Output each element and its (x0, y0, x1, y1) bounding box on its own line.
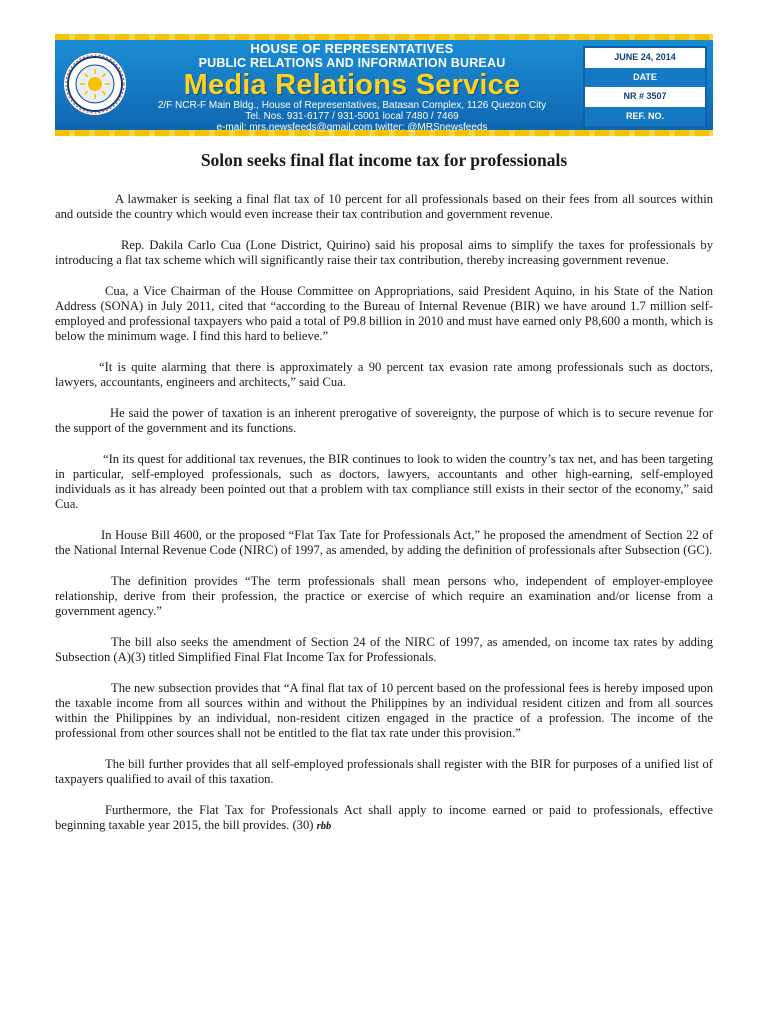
media-relations-banner (55, 34, 713, 136)
article-paragraph-last: Furthermore, the Flat Tax for Professionals Act shall apply to income earned or paid to professionals, effective beginning taxable year 2015, the bill provides. (30) rbb (55, 803, 713, 832)
article-paragraph: The new subsection provides that “A final flat tax of 10 percent based on the professional fees is hereby imposed upon the taxable income from all sources within and without the Philippines by an individual resident citizen and from all sources within the Philippines by an individual, non-resident citizen engaged in the practice of a profession. The income of the professional from other sources shall not be entitled to the flat tax rate under this provision.” (55, 681, 713, 740)
date-value: JUNE 24, 2014 (585, 48, 705, 68)
article-paragraph: The bill further provides that all self-employed professionals shall register with the BIR for purposes of a unified list of taxpayers qualified to avail of this taxation. (55, 757, 713, 786)
article-paragraph: The bill also seeks the amendment of Section 24 of the NIRC of 1997, as amended, on income tax rates by adding Subsection (A)(3) titled Simplified Final Flat Income Tax for Professionals. (55, 635, 713, 664)
article-paragraph: He said the power of taxation is an inherent prerogative of sovereignty, the purpose of which is to secure revenue for the support of the government and its functions. (55, 406, 713, 435)
article-paragraph: In House Bill 4600, or the proposed “Flat Tax Tate for Professionals Act,” he proposed the amendment of Section 22 of the National Internal Revenue Code (NIRC) of 1997, as amended, by adding the definition of professionals after Subsection (GC). (55, 528, 713, 557)
article-body (55, 192, 713, 850)
article-paragraph: A lawmaker is seeking a final flat tax of 10 percent for all professionals based on their fees from all sources within and outside the country which would even increase their tax contribution and government revenue. (55, 192, 713, 221)
article-paragraph: Cua, a Vice Chairman of the House Committee on Appropriations, said President Aquino, in his State of the Nation Address (SONA) in July 2011, cited that “according to the Bureau of Internal Revenue (BIR) we have around 1.7 million self-employed and professional taxpayers who paid a total of P9.8 billion in 2010 and must have earned only P8,600 a month, which is below the minimum wage. I find this hard to believe.” (55, 284, 713, 343)
article-paragraph: “In its quest for additional tax revenues, the BIR continues to look to widen the country’s tax net, and has been targeting in particular, self-employed professionals, such as doctors, lawyers, accountants and other high-earning, self-employed individuals as it has already been pointed out that a problem with tax compliance still exists in their sector of the economy,” said Cua. (55, 452, 713, 511)
date-label: DATE (585, 68, 705, 88)
author-initials: rbb (316, 821, 332, 832)
banner-phones: Tel. Nos. 931-6177 / 931-5001 local 7480 / 7469 (245, 111, 459, 122)
ref-value: NR # 3507 (585, 87, 705, 107)
article-headline: Solon seeks final flat income tax for professionals (200, 150, 568, 170)
article-paragraph: “It is quite alarming that there is approximately a 90 percent tax evasion rate among professionals such as doctors, lawyers, accountants, engineers and architects,” said Cua. (55, 360, 713, 389)
banner-bureau-name: PUBLIC RELATIONS AND INFORMATION BUREAU (198, 56, 506, 70)
banner-text-block (147, 42, 557, 133)
article-paragraph: The definition provides “The term professionals shall mean persons who, independent of employer-employee relationship, derive from their profession, the practice or exercise of which require an examination and/or license from a government agency.” (55, 574, 713, 618)
banner-title: Media Relations Service (183, 69, 521, 101)
article-paragraph: Rep. Dakila Carlo Cua (Lone District, Quirino) said his proposal aims to simplify the taxes for professionals by introducing a flat tax scheme which will significantly raise their tax contribution, thereby increasing government revenue. (55, 238, 713, 267)
banner-top-stripe (55, 34, 713, 40)
ref-label: REF. NO. (585, 107, 705, 127)
house-seal-icon (63, 52, 127, 116)
date-ref-box (583, 46, 707, 128)
banner-address: 2/F NCR-F Main Bldg., House of Representatives, Batasan Complex, 1126 Quezon City (157, 100, 547, 111)
banner-contact: e-mail: mrs.newsfeeds@gmail.com twitter: @MRSnewsfeeds (216, 122, 488, 133)
banner-org-name: HOUSE OF REPRESENTATIVES (250, 41, 454, 56)
